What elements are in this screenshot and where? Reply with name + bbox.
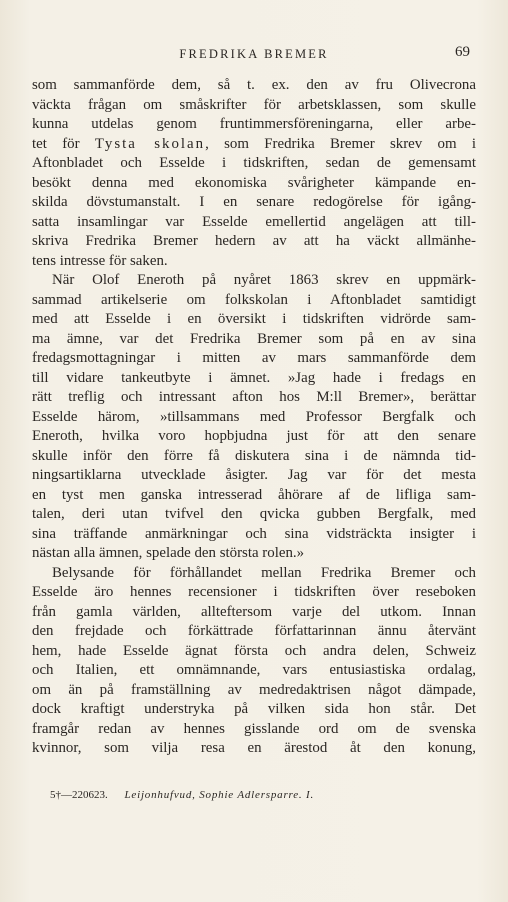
text-line: kunna utdelas genom fruntimmersföreningarna, eller arbe- <box>32 116 476 132</box>
text-line: satta insamlingar var Esselde emellertid angelägen att till- <box>32 213 476 230</box>
page-header <box>32 44 476 66</box>
text-line: skilda dövstumanstalt. I en senare redogörelse för igång- <box>32 194 476 210</box>
text-line: Eneroth, hvilka voro hopbjudna just för att den senare <box>32 428 476 444</box>
text-line: rätt treflig och intressant afton hos M:ll Bremer», berättar <box>32 389 476 405</box>
text-line: sammad artikelserie om folkskolan i Aftonbladet samtidigt <box>32 291 476 308</box>
text-line: hem, hade Esselde ägnat första och andra delen, Schweiz <box>32 642 476 659</box>
text-line: ma ämne, var det Fredrika Bremer som på en av sina <box>32 330 476 347</box>
text-line: ningsartiklarna utvecklade åsigter. Jag var för det mesta <box>32 467 476 483</box>
text-line: fredagsmottagningar i mitten av mars sammanförde dem <box>32 350 476 366</box>
text-line: skriva Fredrika Bremer hedern av att ha väckt allmänhe- <box>32 233 476 249</box>
body-text <box>32 76 476 759</box>
text-line <box>32 135 476 155</box>
text-line: nästan alla ämnen, spelade den största rolen.» <box>32 545 305 561</box>
text-line: besökt denna med ekonomiska svårigheter kämpande en- <box>32 174 476 191</box>
text-line: den frejdade och förkättrade författarinnan ännu återvänt <box>32 623 476 639</box>
text-line: som sammanförde dem, så t. ex. den av fru Olivecrona <box>32 77 476 93</box>
signature-mark: 5†—220623. <box>50 789 108 801</box>
text-line: Esselde äro hennes recensioner i tidskriften över reseboken <box>32 584 476 600</box>
text-line: Esselde härom, »tillsammans med Professor Bergfalk och <box>32 408 476 425</box>
text-line: framgår redan av hennes gisslande ord om de svenska <box>32 720 476 737</box>
text-line: en tyst men ganska intresserad åhörare af de lifliga sam- <box>32 486 476 503</box>
text-line: till vidare tankeutbyte i ämnet. »Jag hade i fredags en <box>32 369 476 386</box>
text-line: från gamla världen, allteftersom varje del utkom. Innan <box>32 603 476 620</box>
spaced-title: Tysta skolan <box>94 135 206 152</box>
text-line: väckta frågan om småskrifter för arbetsklassen, som skulle <box>32 96 476 113</box>
running-head: FREDRIKA BREMER <box>179 47 329 61</box>
text-line: När Olof Eneroth på nyåret 1863 skrev en uppmärk- <box>52 272 476 288</box>
text-line: Belysande för förhållandet mellan Fredrika Bremer och <box>52 564 476 581</box>
text-line: skulle inför den förre få diskutera sina i de nämnda tid- <box>32 447 476 464</box>
text-line: sina träffande anmärkningar och sina vidsträckta insigter i <box>32 525 476 542</box>
imprint-line: Leijonhufvud, Sophie Adlersparre. I. <box>124 789 315 801</box>
text-line: dock kraftigt understryka på vilken sida hon står. Det <box>32 701 476 717</box>
page-number: 69 <box>455 44 470 60</box>
text-line: kvinnor, som vilja resa en ärestod åt den konung, <box>32 740 476 756</box>
text-segment: , som Fredrika Bremer skrev om i <box>205 135 476 152</box>
text-segment: tet för <box>32 135 95 152</box>
text-line: om än på framställning av medredaktrisen något dämpade, <box>32 681 476 698</box>
text-line: Aftonbladet och Esselde i tidskriften, sedan de gemensamt <box>32 155 476 171</box>
text-line: med att Esselde i en översikt i tidskriften vidrörde sam- <box>32 311 476 327</box>
text-line: och Italien, ett omnämnande, vars entusiastiska ordalag, <box>32 662 476 678</box>
printer-footer <box>50 788 470 802</box>
text-line: talen, deri utan tvifvel den qvicka gubben Bergfalk, med <box>32 506 476 522</box>
text-line: tens intresse för saken. <box>32 252 168 269</box>
